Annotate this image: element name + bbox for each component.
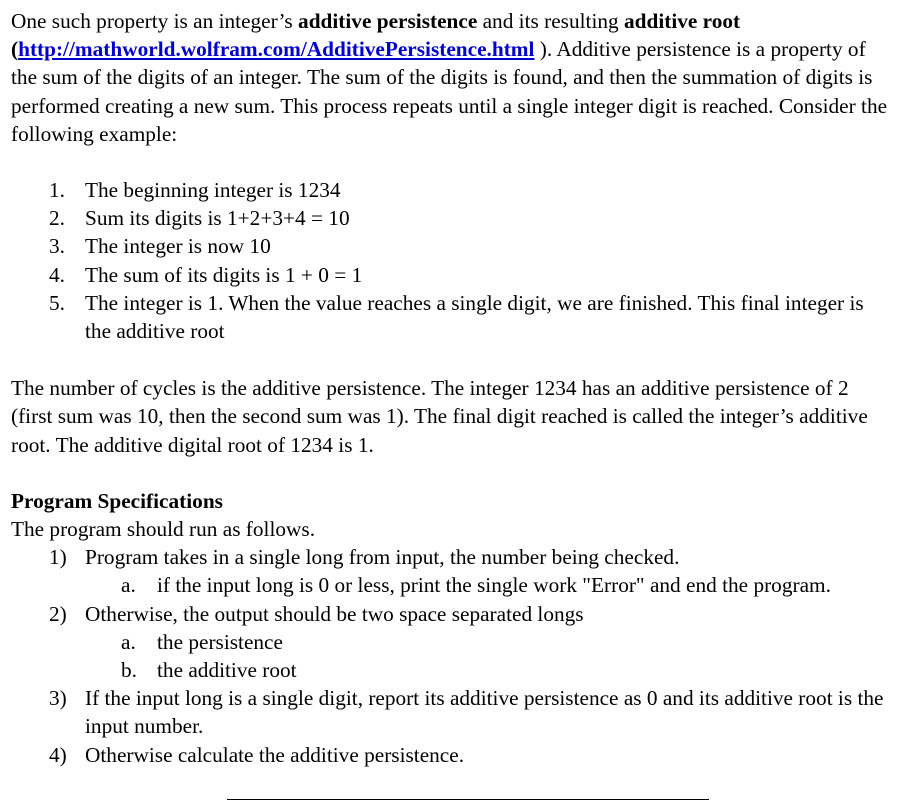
specs-heading-text: Program Specifications: [11, 488, 223, 513]
spec-subtext: the persistence: [157, 629, 283, 654]
term-additive-persistence: additive persistence: [298, 9, 478, 33]
intro-text-3: ). Additive persistence is a property of the sum of the digits of an integer. The sum of the digits is found, and then the summation of digits is performed creating a new sum. This process repeats until a single integer digit is reached. Consider the following example:: [11, 37, 888, 146]
list-number: 3.: [49, 234, 65, 259]
bottom-divider: [227, 799, 709, 800]
spec-number: 1): [49, 545, 67, 570]
spec-number: 4): [49, 742, 67, 767]
spec-text: If the input long is a single digit, report its additive persistence as 0 and its additive root is the input number.: [85, 686, 884, 739]
list-item: [11, 289, 891, 345]
spec-text: Otherwise calculate the additive persistence.: [85, 742, 465, 767]
spec-subnumber: a.: [121, 629, 136, 654]
spec-item: [11, 600, 891, 628]
open-paren: (: [11, 37, 19, 62]
list-text: The sum of its digits is 1 + 0 = 1: [85, 262, 363, 287]
specs-intro: The program should run as follows.: [11, 517, 316, 542]
spec-subnumber: b.: [121, 658, 137, 683]
specs-heading: [11, 487, 891, 515]
spec-number: 2): [49, 601, 67, 626]
list-text: The integer is now 10: [85, 234, 271, 259]
spec-number: 3): [49, 686, 67, 711]
list-number: 4.: [49, 262, 65, 287]
spec-item: [11, 741, 891, 769]
spec-item: [11, 543, 891, 571]
spec-subitem: [11, 571, 891, 599]
list-text: The beginning integer is 1234: [85, 178, 341, 203]
list-text: Sum its digits is 1+2+3+4 = 10: [85, 206, 350, 231]
list-number: 1.: [49, 178, 65, 203]
spec-text: Program takes in a single long from input, the number being checked.: [85, 545, 680, 570]
spec-text: Otherwise, the output should be two space separated longs: [85, 601, 584, 626]
specs-list: [11, 543, 891, 769]
spec-subitem: [11, 628, 891, 656]
spec-item: [11, 684, 891, 740]
term-additive-root: additive root: [623, 9, 741, 33]
example-steps-list: [11, 176, 891, 345]
list-item: [11, 176, 891, 204]
list-item: [11, 232, 891, 260]
spec-subtext: if the input long is 0 or less, print the single work "Error" and end the program.: [157, 573, 831, 598]
mathworld-link[interactable]: http://mathworld.wolfram.com/AdditivePersistence.html: [18, 37, 535, 62]
list-text: The integer is 1. When the value reaches a single digit, we are finished. This final integer is the additive root: [85, 290, 864, 344]
spec-subnumber: a.: [121, 573, 136, 598]
list-item: [11, 261, 891, 289]
spec-subitem: [11, 656, 891, 684]
intro-text-1: One such property is an integer’s: [11, 9, 299, 33]
list-number: 2.: [49, 206, 65, 231]
spec-subtext: the additive root: [157, 658, 297, 683]
intro-text-2: and its resulting: [477, 9, 624, 33]
intro-paragraph: [11, 7, 891, 148]
list-number: 5.: [49, 290, 65, 315]
summary-paragraph: The number of cycles is the additive persistence. The integer 1234 has an additive persistence of 2 (first sum was 10, then the second sum was 1). The final digit reached is called the integer’s additive root. The additive digital root of 1234 is 1.: [11, 376, 868, 457]
list-item: [11, 204, 891, 232]
document-page: [11, 7, 891, 769]
